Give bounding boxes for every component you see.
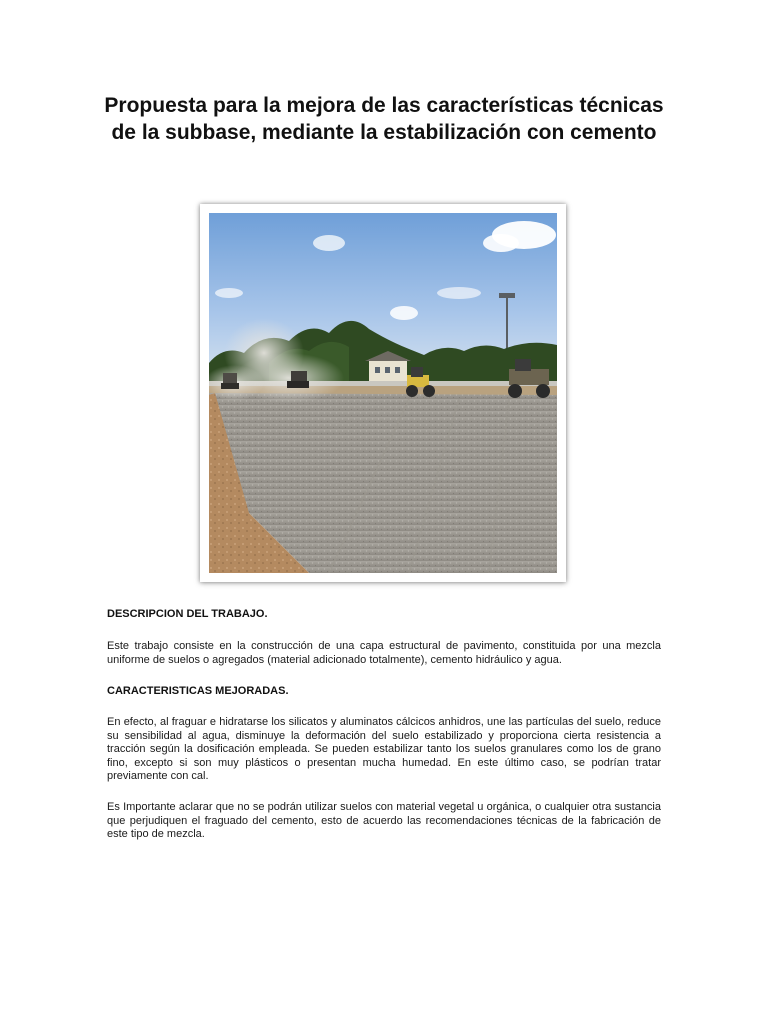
paragraph-descripcion: Este trabajo consiste en la construcción de una capa estructural de pavimento, constituida por una mezcla uniforme de suelos o agregados (material adicionado totalmente), cemento hidráulico y agua. — [107, 640, 661, 666]
page-title: Propuesta para la mejora de las características técnicas de la subbase, mediante la estabilización con cemento — [104, 94, 664, 144]
section-heading-caracteristicas: CARACTERISTICAS MEJORADAS. — [107, 685, 289, 697]
construction-site-photo — [209, 213, 557, 573]
paragraph-caracteristicas-2: Es Importante aclarar que no se podrán utilizar suelos con material vegetal u orgánica, o cualquier otra sustancia que perjudiquen el fraguado del cemento, esto de acuerdo las recomendaciones técnicas de la fabricación de este tipo de mezcla. — [107, 801, 661, 840]
construction-photo-frame — [200, 204, 566, 582]
section-heading-descripcion: DESCRIPCION DEL TRABAJO. — [107, 608, 268, 620]
paragraph-caracteristicas-1: En efecto, al fraguar e hidratarse los silicatos y aluminatos cálcicos anhidros, une las partículas del suelo, reduce su sensibilidad al agua, disminuye la deformación del suelo estabilizado y proporciona cierta resistencia a tracción según la dosificación empleada. Se pueden estabilizar tanto los suelos granulares como los de grano fino, excepto si son muy plásticos o presentan mucha humedad. En este último caso, se podrían tratar previamente con cal. — [107, 716, 661, 782]
